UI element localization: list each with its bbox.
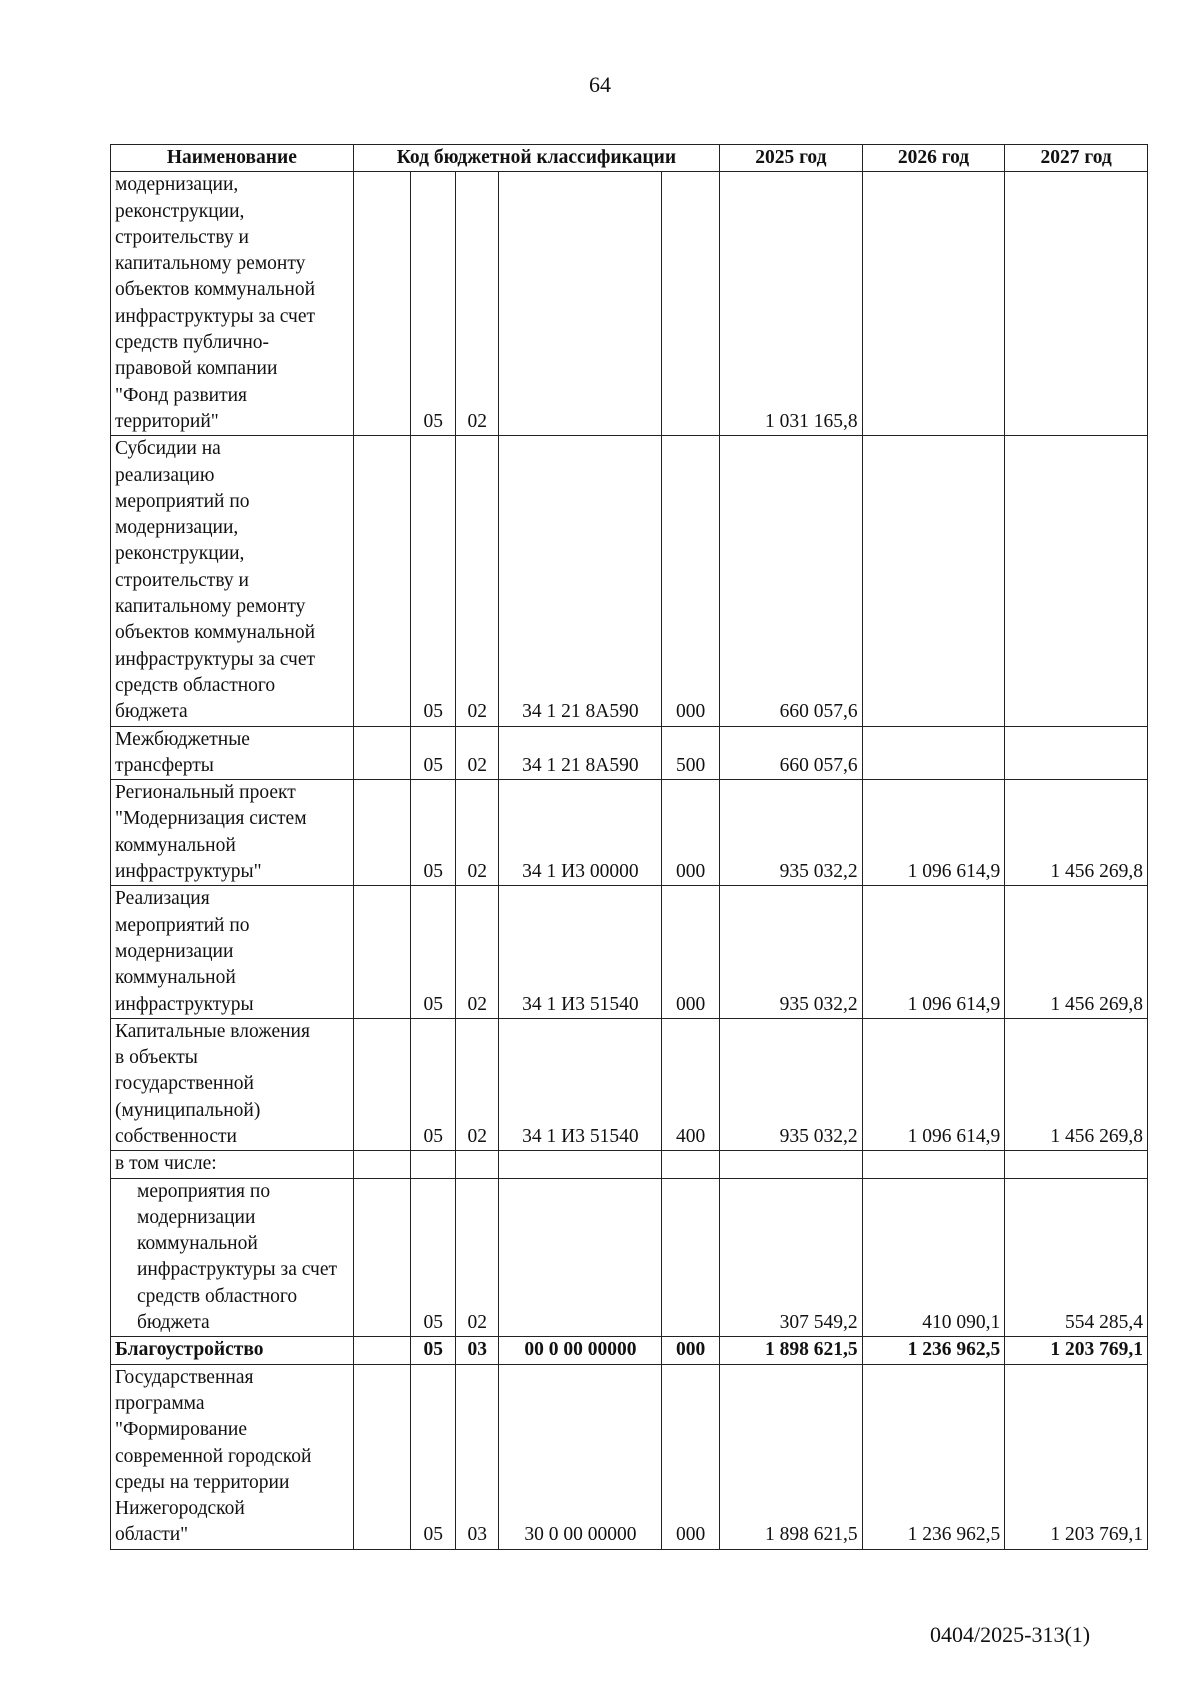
row-blank [353, 1151, 411, 1178]
row-blank [353, 726, 411, 780]
row-name: мероприятия по модернизации коммунальной инфраструктуры за счет средств областного бюджета [111, 1178, 354, 1337]
table-row [111, 436, 1148, 726]
row-2027 [1005, 726, 1148, 780]
row-target: 34 1 И3 51540 [499, 1018, 662, 1150]
row-target: 30 0 00 00000 [499, 1364, 662, 1549]
row-2027: 554 285,4 [1005, 1178, 1148, 1337]
row-type [662, 172, 720, 436]
row-2027: 1 456 269,8 [1005, 780, 1148, 886]
row-name: Государственная программа "Формирование современной городской среды на территории Нижегородской области" [111, 1364, 354, 1549]
row-2027: 1 456 269,8 [1005, 1018, 1148, 1150]
row-subsection: 03 [455, 1364, 499, 1549]
row-2025: 935 032,2 [720, 1018, 863, 1150]
row-target: 34 1 21 8А590 [499, 436, 662, 726]
row-target [499, 1151, 662, 1178]
row-name: Региональный проект "Модернизация систем коммунальной инфраструктуры" [111, 780, 354, 886]
row-section: 05 [411, 1364, 456, 1549]
header-code: Код бюджетной классификации [353, 145, 719, 172]
row-2026: 1 096 614,9 [862, 780, 1005, 886]
row-2026 [862, 726, 1005, 780]
row-target [499, 172, 662, 436]
row-2026: 1 096 614,9 [862, 1018, 1005, 1150]
row-type [662, 1178, 720, 1337]
row-target: 34 1 21 8А590 [499, 726, 662, 780]
table-row [111, 1151, 1148, 1178]
row-2027: 1 203 769,1 [1005, 1337, 1148, 1364]
budget-table [110, 144, 1148, 1550]
row-blank [353, 1364, 411, 1549]
row-name: Межбюджетные трансферты [111, 726, 354, 780]
header-row [111, 145, 1148, 172]
row-blank [353, 1018, 411, 1150]
row-subsection: 02 [455, 886, 499, 1018]
row-2026: 410 090,1 [862, 1178, 1005, 1337]
row-section: 05 [411, 172, 456, 436]
row-name: Субсидии на реализацию мероприятий по модернизации, реконструкции, строительству и капитальному ремонту объектов коммунальной инфраструктуры за счет средств областного бюджета [111, 436, 354, 726]
row-2026 [862, 1151, 1005, 1178]
row-2026: 1 236 962,5 [862, 1364, 1005, 1549]
row-name: в том числе: [111, 1151, 354, 1178]
document-code: 0404/2025-313(1) [930, 1622, 1091, 1647]
header-name: Наименование [111, 145, 354, 172]
row-section: 05 [411, 886, 456, 1018]
row-2025: 660 057,6 [720, 436, 863, 726]
row-2027: 1 456 269,8 [1005, 886, 1148, 1018]
row-type: 500 [662, 726, 720, 780]
row-section: 05 [411, 726, 456, 780]
row-section: 05 [411, 436, 456, 726]
row-2027: 1 203 769,1 [1005, 1364, 1148, 1549]
table-row [111, 1018, 1148, 1150]
row-subsection: 02 [455, 436, 499, 726]
row-name: модернизации, реконструкции, строительству и капитальному ремонту объектов коммунальной инфраструктуры за счет средств публично- правовой компании "Фонд развития территорий" [111, 172, 354, 436]
row-2027 [1005, 172, 1148, 436]
row-subsection: 02 [455, 780, 499, 886]
row-2025: 307 549,2 [720, 1178, 863, 1337]
row-section [411, 1151, 456, 1178]
row-2025: 1 898 621,5 [720, 1337, 863, 1364]
row-type: 400 [662, 1018, 720, 1150]
row-2026: 1 096 614,9 [862, 886, 1005, 1018]
row-type: 000 [662, 780, 720, 886]
row-type: 000 [662, 886, 720, 1018]
table-row [111, 1178, 1148, 1337]
table-row [111, 780, 1148, 886]
row-2027 [1005, 436, 1148, 726]
row-subsection: 03 [455, 1337, 499, 1364]
row-type: 000 [662, 1364, 720, 1549]
row-2027 [1005, 1151, 1148, 1178]
row-name: Благоустройство [111, 1337, 354, 1364]
row-subsection: 02 [455, 172, 499, 436]
row-target: 00 0 00 00000 [499, 1337, 662, 1364]
header-2026: 2026 год [862, 145, 1005, 172]
page-number: 64 [589, 72, 611, 97]
row-2026: 1 236 962,5 [862, 1337, 1005, 1364]
row-section: 05 [411, 1337, 456, 1364]
header-2027: 2027 год [1005, 145, 1148, 172]
row-2025: 1 031 165,8 [720, 172, 863, 436]
row-2025: 935 032,2 [720, 780, 863, 886]
row-blank [353, 780, 411, 886]
row-name: Реализация мероприятий по модернизации коммунальной инфраструктуры [111, 886, 354, 1018]
row-2026 [862, 436, 1005, 726]
table-row [111, 1364, 1148, 1549]
row-subsection: 02 [455, 726, 499, 780]
row-target: 34 1 И3 51540 [499, 886, 662, 1018]
row-2025 [720, 1151, 863, 1178]
row-section: 05 [411, 1178, 456, 1337]
row-section: 05 [411, 1018, 456, 1150]
header-2025: 2025 год [720, 145, 863, 172]
row-2025: 1 898 621,5 [720, 1364, 863, 1549]
row-blank [353, 1337, 411, 1364]
row-2025: 935 032,2 [720, 886, 863, 1018]
table-row [111, 726, 1148, 780]
row-blank [353, 886, 411, 1018]
row-subsection [455, 1151, 499, 1178]
row-subsection: 02 [455, 1178, 499, 1337]
row-blank [353, 436, 411, 726]
row-section: 05 [411, 780, 456, 886]
table-row [111, 1337, 1148, 1364]
row-2026 [862, 172, 1005, 436]
row-2025: 660 057,6 [720, 726, 863, 780]
row-name: Капитальные вложения в объекты государственной (муниципальной) собственности [111, 1018, 354, 1150]
row-target: 34 1 И3 00000 [499, 780, 662, 886]
row-target [499, 1178, 662, 1337]
row-type: 000 [662, 1337, 720, 1364]
table-row [111, 172, 1148, 436]
row-subsection: 02 [455, 1018, 499, 1150]
row-type [662, 1151, 720, 1178]
row-type: 000 [662, 436, 720, 726]
row-blank [353, 172, 411, 436]
row-blank [353, 1178, 411, 1337]
table-row [111, 886, 1148, 1018]
